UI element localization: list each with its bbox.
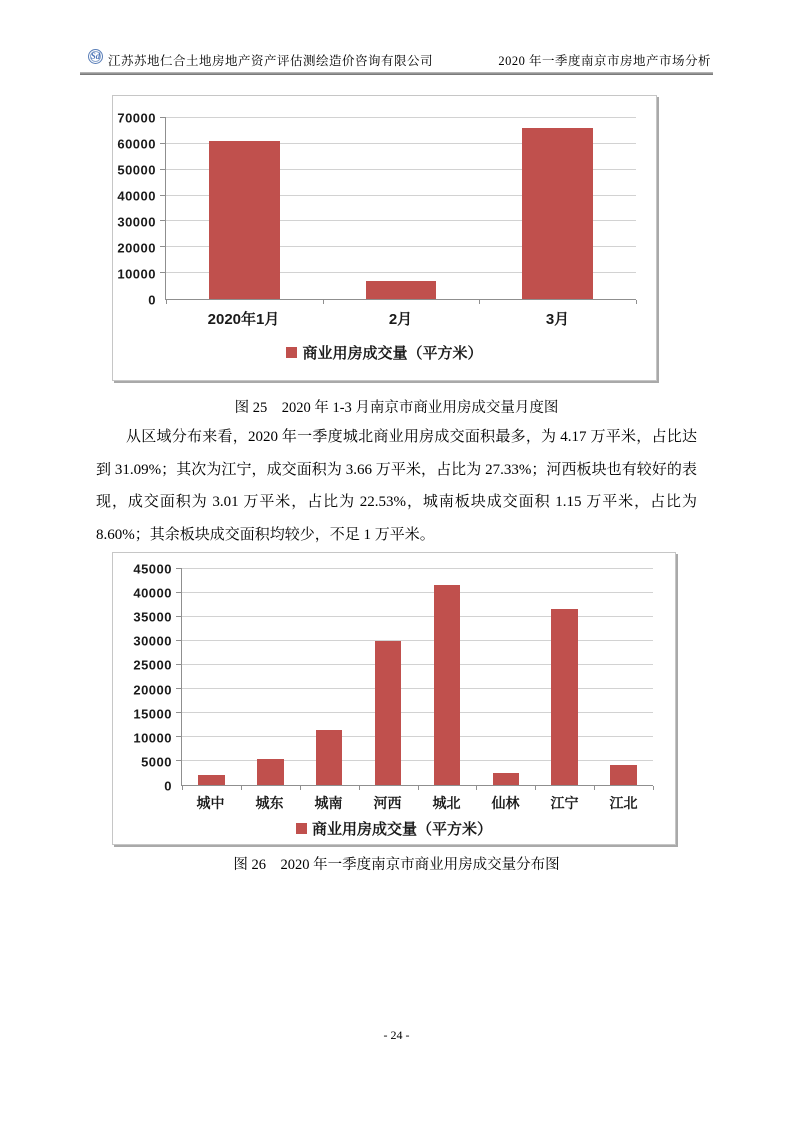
y-tick-label: 50000 — [117, 162, 156, 178]
x-axis-tick-mark — [182, 786, 183, 790]
legend-swatch-icon — [296, 823, 307, 834]
x-axis-tick-mark — [479, 300, 480, 304]
bar-slot — [535, 569, 594, 785]
legend-label: 商业用房成交量（平方米） — [311, 821, 492, 838]
bar-slot — [166, 118, 323, 299]
x-tick-label: 城北 — [432, 795, 461, 811]
chart-legend — [113, 818, 675, 839]
x-axis-tick-mark — [476, 786, 477, 790]
x-axis-tick-mark — [535, 786, 536, 790]
x-axis-tick-mark — [359, 786, 360, 790]
x-axis-tick-mark — [653, 786, 654, 790]
bar-河西 — [375, 641, 401, 785]
figure-26-caption: 图 26 2020 年一季度南京市商业用房成交量分布图 — [233, 857, 560, 873]
bar-slot — [418, 569, 477, 785]
bar-2020年1月 — [209, 141, 280, 299]
y-tick-label: 25000 — [133, 657, 172, 673]
company-logo-icon: Sd — [88, 49, 103, 64]
y-tick-label: 5000 — [141, 754, 172, 770]
x-axis-tick-mark — [418, 786, 419, 790]
y-tick-label: 70000 — [117, 110, 156, 126]
x-axis-tick-mark — [636, 300, 637, 304]
bar-slot — [476, 569, 535, 785]
header-company-name: 江苏苏地仁合土地房地产资产评估测绘造价咨询有限公司 — [108, 54, 434, 68]
x-axis-tick-mark — [300, 786, 301, 790]
legend-label: 商业用房成交量（平方米） — [302, 345, 483, 362]
x-axis-tick-mark — [323, 300, 324, 304]
y-tick-label: 40000 — [133, 585, 172, 601]
chart-plot-row — [113, 561, 675, 794]
y-tick-label: 60000 — [117, 136, 156, 152]
bar-城南 — [316, 730, 342, 785]
y-tick-label: 35000 — [133, 609, 172, 625]
bar-slot — [479, 118, 636, 299]
bar-slot — [300, 569, 359, 785]
plot-area — [181, 569, 653, 786]
y-tick-label: 20000 — [117, 240, 156, 256]
page-number: - 24 - — [383, 1028, 410, 1042]
bar-slot — [359, 569, 418, 785]
y-tick-label: 30000 — [117, 214, 156, 230]
bar-城中 — [198, 775, 224, 785]
x-tick-label: 3月 — [545, 311, 570, 328]
bar-2月 — [366, 281, 437, 299]
x-axis-tick-mark — [166, 300, 167, 304]
y-tick-label: 0 — [148, 292, 156, 308]
x-tick-label: 江宁 — [550, 795, 579, 811]
x-tick-label: 城东 — [255, 795, 284, 811]
y-tick-label: 40000 — [117, 188, 156, 204]
figure-25-caption: 图 25 2020 年 1-3 月南京市商业用房成交量月度图 — [234, 400, 559, 416]
x-tick-label: 河西 — [373, 795, 402, 811]
bar-series — [166, 118, 636, 299]
chart-legend — [113, 342, 656, 363]
x-axis-tick-mark — [241, 786, 242, 790]
bar-slot — [323, 118, 480, 299]
x-axis-labels — [165, 300, 636, 329]
y-tick-label: 0 — [164, 778, 172, 794]
x-axis-tick-mark — [594, 786, 595, 790]
chart-plot-row — [113, 110, 656, 308]
body-paragraph: 从区域分布来看，2020 年一季度城北商业用房成交面积最多，为 4.17 万平米，占比达到 31.09%；其次为江宁，成交面积为 3.66 万平米，占比为 27.33%；河西板块也有较好的表现，成交面积为 3.01 万平米，占比为 22.53%，城南板块成交面积 1.15 万平米，占比为 8.60%；其余板块成交面积均较少，不足 1 万平米。 — [96, 429, 697, 543]
bar-城北 — [434, 585, 460, 785]
bar-slot — [182, 569, 241, 785]
y-axis-labels — [113, 561, 181, 794]
x-tick-label: 2020年1月 — [207, 311, 280, 328]
x-tick-label: 仙林 — [491, 795, 520, 811]
x-tick-label: 城中 — [196, 795, 225, 811]
bar-slot — [594, 569, 653, 785]
y-axis-labels — [113, 110, 165, 308]
bar-江宁 — [551, 609, 577, 785]
x-tick-label: 2月 — [388, 311, 413, 328]
bar-江北 — [610, 765, 636, 785]
bar-仙林 — [493, 773, 519, 785]
y-tick-label: 10000 — [133, 730, 172, 746]
header-report-title: 2020 年一季度南京市房地产市场分析 — [498, 54, 711, 68]
x-tick-label: 城南 — [314, 795, 343, 811]
y-tick-label: 20000 — [133, 682, 172, 698]
y-tick-label: 15000 — [133, 706, 172, 722]
bar-城东 — [257, 759, 283, 785]
legend-swatch-icon — [286, 347, 297, 358]
x-axis-labels — [181, 786, 653, 813]
bar-3月 — [522, 128, 593, 299]
y-tick-label: 30000 — [133, 633, 172, 649]
y-tick-label: 45000 — [133, 561, 172, 577]
y-tick-label: 10000 — [117, 266, 156, 282]
bar-slot — [241, 569, 300, 785]
plot-area — [165, 118, 636, 300]
bar-series — [182, 569, 653, 785]
figure-25-monthly-bar-chart — [112, 95, 657, 381]
figure-26-district-bar-chart — [112, 552, 676, 845]
header-divider — [80, 72, 713, 75]
x-tick-label: 江北 — [609, 795, 638, 811]
